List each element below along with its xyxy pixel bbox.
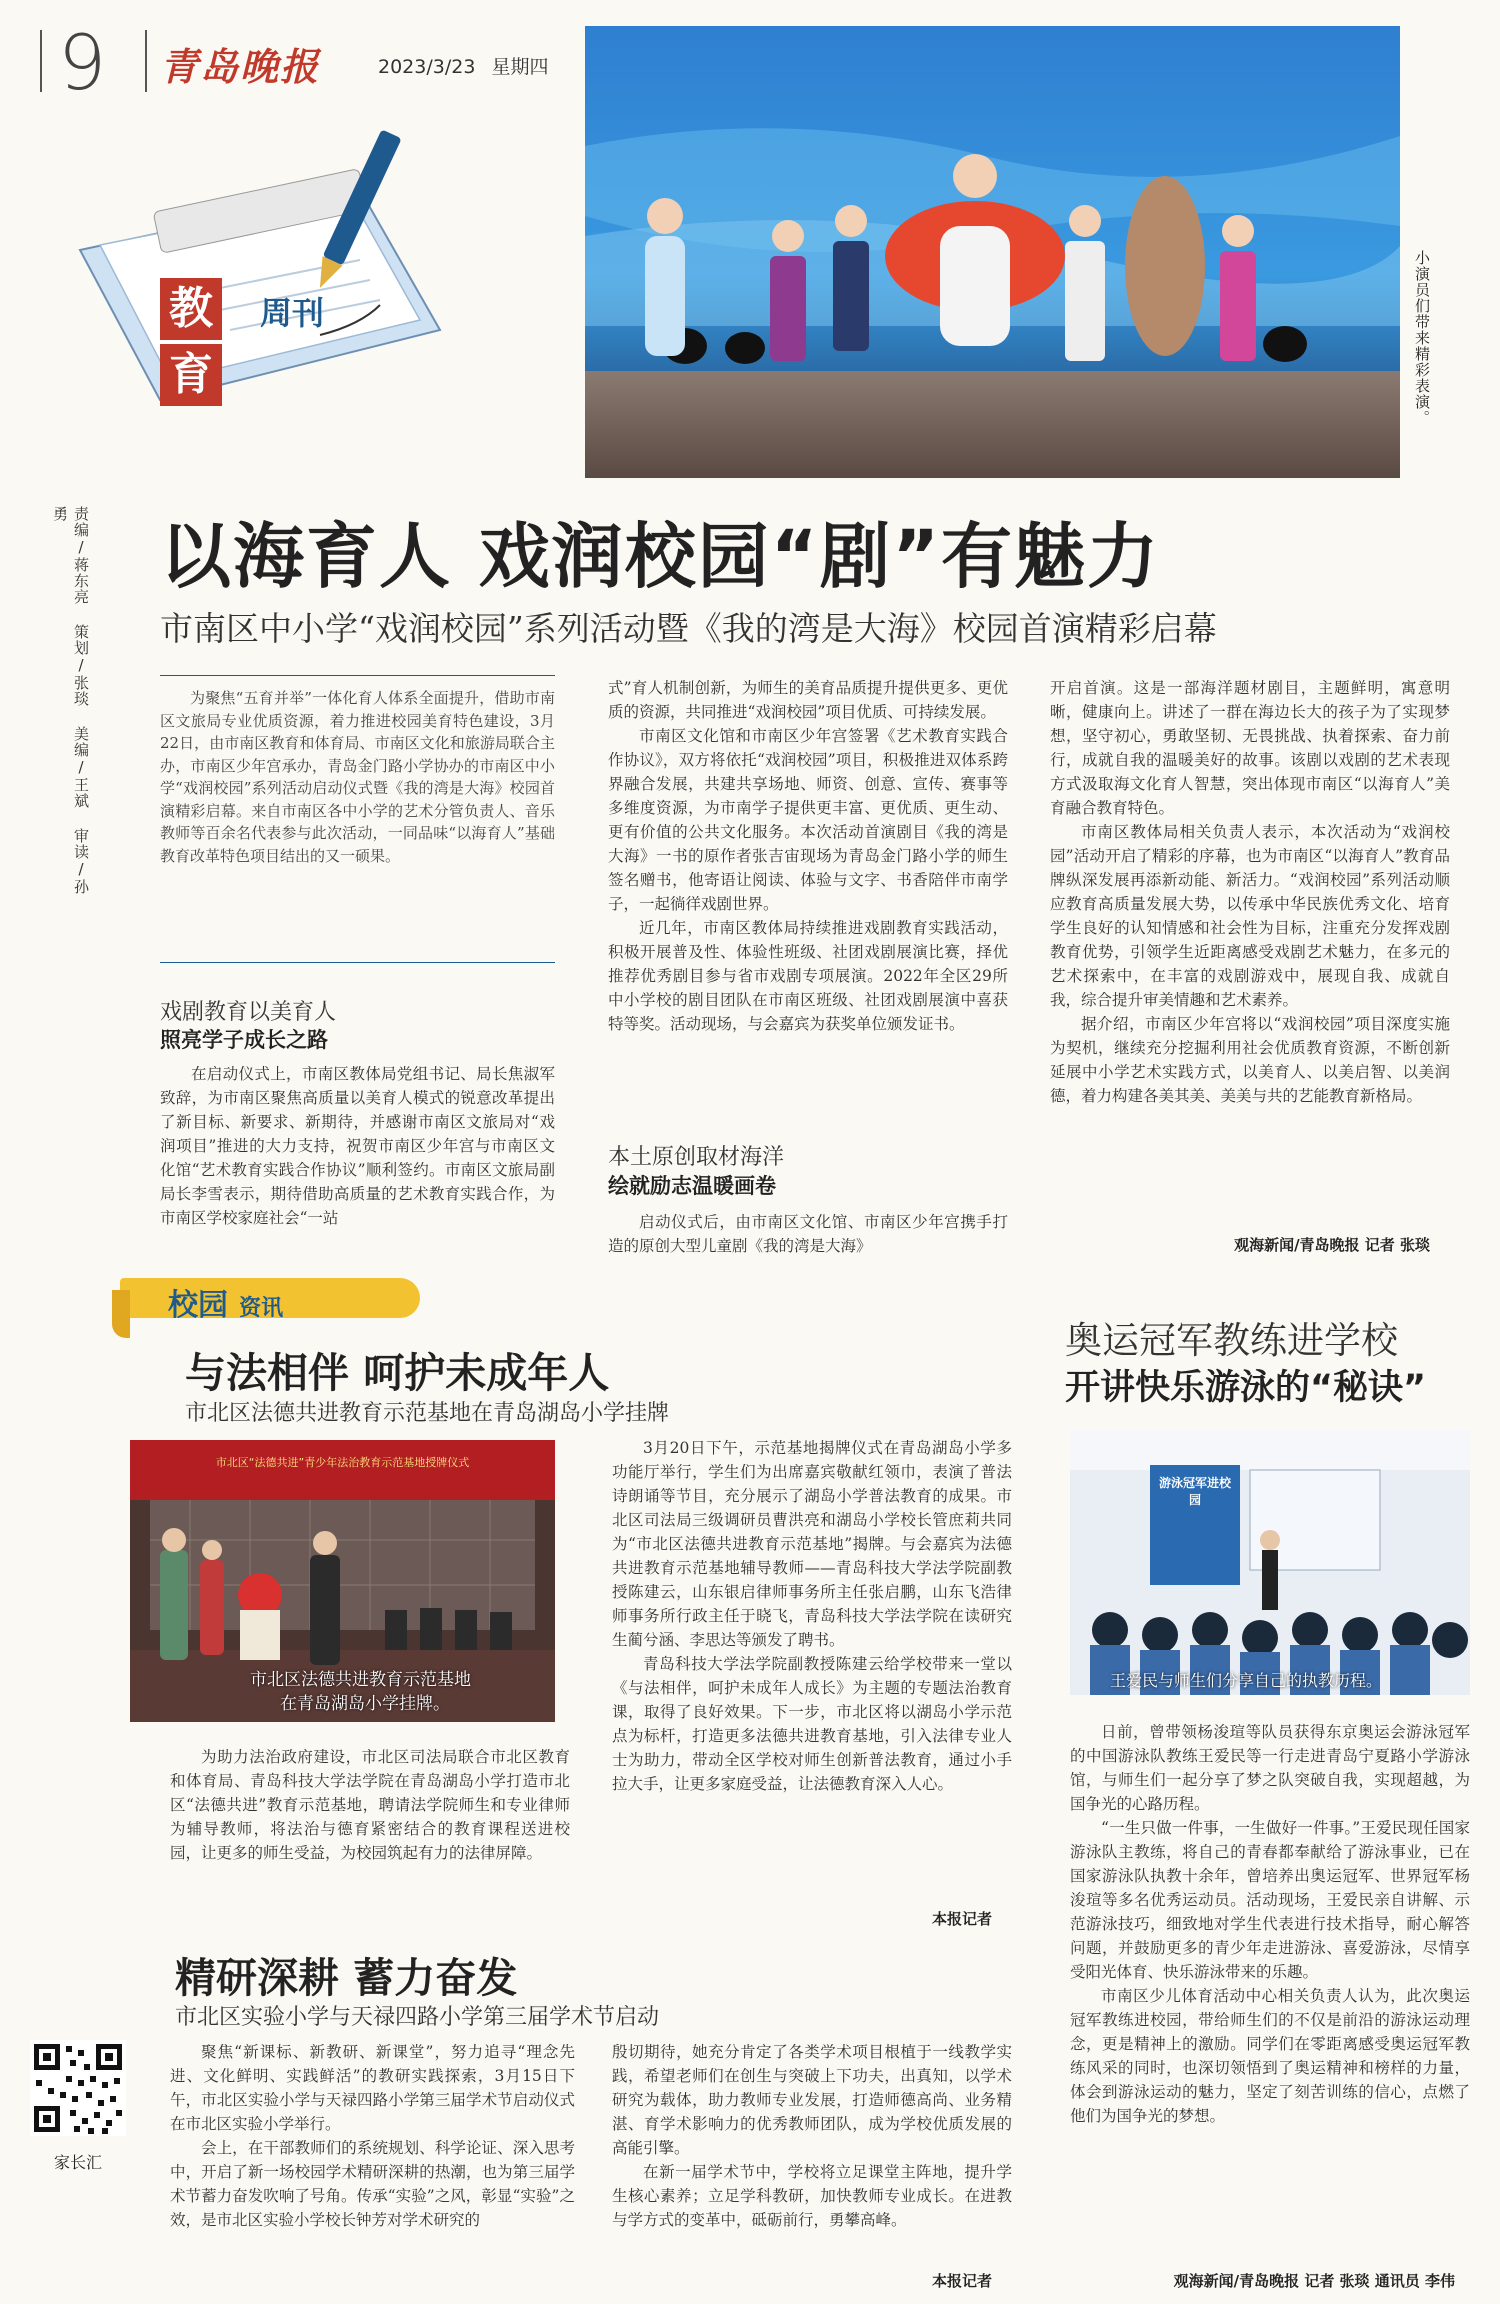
law-left-body <box>170 1745 570 1865</box>
law-headline: 与法相伴 呵护未成年人 <box>185 1349 610 1397</box>
editors-credit: 责编/蒋东亮 策划/张琰 美编/王斌 审读/孙勇 <box>51 506 90 895</box>
lead-col3 <box>1050 676 1450 1108</box>
law-photo-banner: 市北区“法德共进”青少年法治教育示范基地授牌仪式 <box>215 1456 470 1469</box>
swim-p2: “一生只做一件事，一生做好一件事。”王爱民现任国家游泳队主教练，将自己的青春都奉献给了游泳事业，已在国家游泳队执教十余年，曾培养出奥运冠军、世界冠军杨浚瑄等多名优秀运动员。活动现场，王爱民亲自讲解、示范游泳技巧，细致地对学生代表进行技术指导，耐心解答问题，并鼓励更多的青少年走进游泳、喜爱游泳，尽情享受阳光体育、快乐游泳带来的乐趣。 <box>1070 1819 1470 1981</box>
law-right-p2: 青岛科技大学法学院副教授陈建云给学校带来一堂以《与法相伴，呵护未成年人成长》为主题的专题法治教育课，取得了良好效果。下一步，市北区将以湖岛小学示范点为标杆，打造更多法德共进教育基地，引入法律专业人士为助力，带动全区学校对师生创新普法教育，通过小手拉大手，让更多家庭受益，让法德教育深入人心。 <box>612 1655 1012 1793</box>
lead-intro-text: 为聚焦“五育并举”一体化育人体系全面提升，借助市南区文旅局专业优质资源，着力推进校园美育特色建设，3月22日，由市南区教育和体育局、市南区文化和旅游局联合主办，市南区少年宫承办，青岛金门路小学协办的市南区中小学“戏润校园”系列活动启动仪式暨《我的湾是大海》校园首演精彩启幕。来自市南区各中小学的艺术分管负责人、音乐教师等百余名代表参与此次活动，一同品味“以海育人”基础教育改革特色项目结出的又一硕果。 <box>160 689 555 865</box>
stage-performance-image <box>585 26 1400 478</box>
logo-char-1: 教 <box>169 283 213 334</box>
lead-col3-p3: 据介绍，市南区少年宫将以“戏润校园”项目深度实施为契机，继续充分挖掘利用社会优质教育资源，不断创新延展中小学艺术实践方式，以美育人、以美启智、以美润德，着力构建各美其美、美美与共的艺能教育新格局。 <box>1050 1015 1450 1105</box>
swim-photo-caption: 王爱民与师生们分享自己的执教历程。 <box>1110 1671 1383 1690</box>
section-logo <box>60 130 530 450</box>
weekday: 星期四 <box>491 56 549 78</box>
academic-byline: 本报记者 <box>931 2272 992 2290</box>
swim-photo-banner: 游泳冠军进校园 <box>1158 1476 1231 1507</box>
swim-photo <box>1070 1430 1470 1695</box>
page-number-rule <box>145 30 147 92</box>
lead-col2-p3: 近几年，市南区教体局持续推进戏剧教育实践活动，积极开展普及性、体验性班级、社团戏剧展演比赛，择优推荐优秀剧目参与省市戏剧专项展演。2022年全区29所中小学校的剧目团队在市南区班级、社团戏剧展演中喜获特等奖。活动现场，与会嘉宾为获奖单位颁发证书。 <box>608 919 1008 1033</box>
academic-col2-p2: 在新一届学术节中，学校将立足课堂主阵地，提升学生核心素养；立足学科教研，加快教师专业成长。在进教与学方式的变革中，砥砺前行，勇攀高峰。 <box>612 2163 1012 2229</box>
lead-headline: 以海育人 戏润校园“剧”有魅力 <box>160 515 1161 598</box>
top-photo-caption: 小演员们带来精彩表演。 <box>1413 250 1431 426</box>
law-byline: 本报记者 <box>931 1910 992 1928</box>
lead-col2-p4: 启动仪式后，由市南区文化馆、市南区少年宫携手打造的原创大型儿童剧《我的湾是大海》 <box>608 1213 1008 1255</box>
swim-p1: 日前，曾带领杨浚瑄等队员获得东京奥运会游泳冠军的中国游泳队教练王爱民等一行走进青岛宁夏路小学游泳馆，与师生们一起分享了梦之队突破自我，实现超越，为国争光的心路历程。 <box>1070 1723 1470 1813</box>
lead-col1 <box>160 1062 555 1230</box>
lead-sub2-line1: 本土原创取材海洋 <box>608 1145 785 1170</box>
academic-col2 <box>612 2040 1012 2232</box>
paper-name: 青岛晚报 <box>160 44 321 89</box>
lead-subheadline: 市南区中小学“戏润校园”系列活动暨《我的湾是大海》校园首演精彩启幕 <box>160 609 1217 648</box>
intro-top-rule <box>160 675 555 676</box>
logo-tile-1 <box>160 278 222 340</box>
swim-body <box>1070 1720 1470 2128</box>
campus-news-sub: 资讯 <box>239 1296 284 1321</box>
lead-col2 <box>608 676 1008 1036</box>
swim-headline-line1: 奥运冠军教练进学校 <box>1065 1319 1398 1362</box>
academic-headline: 精研深耕 蓄力奋发 <box>175 1954 518 2002</box>
law-subheadline: 市北区法德共进教育示范基地在青岛湖岛小学挂牌 <box>185 1401 670 1426</box>
law-photo <box>130 1440 555 1722</box>
law-right-p1: 3月20日下午，示范基地揭牌仪式在青岛湖岛小学多功能厅举行，学生们为出席嘉宾敬献红领巾，表演了普法诗朗诵等节目，充分展示了湖岛小学普法教育的成果。市北区司法局三级调研员曹洪亮和湖岛小学校长管庶莉共同为“市北区法德共进教育示范基地”揭牌。与会嘉宾为法德共进教育示范基地辅导教师——青岛科技大学法学院副教授陈建云，山东银启律师事务所主任张启鹏，山东飞浩律师事务所行政主任于晓飞，青岛科技大学法学院在读研究生蔺兮涵、李思达等颁发了聘书。 <box>612 1439 1012 1649</box>
law-photo-caption-line1: 市北区法德共进教育示范基地 <box>250 1670 471 1690</box>
date: 2023/3/23 <box>378 56 476 78</box>
lead-intro <box>160 687 555 867</box>
qr-label: 家长汇 <box>53 2153 102 2172</box>
law-photo-caption-line2: 在青岛湖岛小学挂牌。 <box>280 1694 450 1714</box>
lead-sub1-line2: 照亮学子成长之路 <box>160 1028 328 1052</box>
law-right-body <box>612 1436 1012 1796</box>
academic-subheadline: 市北区实验小学与天禄四路小学第三届学术节启动 <box>175 2005 660 2030</box>
logo-tile-2 <box>160 344 222 406</box>
academic-col1 <box>170 2040 575 2232</box>
lead-col2-p1: 式”育人机制创新，为师生的美育品质提升提供更多、更优质的资源，共同推进“戏润校园”项目优质、可持续发展。 <box>608 679 1008 721</box>
qr-code-icon <box>30 2040 126 2136</box>
academic-col1-p2: 会上，在干部教师们的系统规划、科学论证、深入思考中，开启了新一场校园学术精研深耕的热潮，也为第三届学术节蓄力奋发吹响了号角。传承“实验”之风，彰显“实验”之效，是市北区实验小学校长钟芳对学术研究的 <box>170 2139 575 2229</box>
campus-news-label <box>168 1280 283 1324</box>
lead-col3-p2: 市南区教体局相关负责人表示，本次活动为“戏润校园”活动开启了精彩的序幕，也为市南区“以海育人”教育品牌纵深发展再添新动能、新活力。“戏润校园”系列活动顺应教育高质量发展大势，以传承中华民族优秀文化、培育学生良好的认知情感和社会性为目标，注重充分发挥戏剧教育优势，引领学生近距离感受戏剧艺术魅力，在多元的艺术探索中，在丰富的戏剧游戏中，展现自我、成就自我，综合提升审美情趣和艺术素养。 <box>1050 823 1450 1009</box>
lead-col3-p1: 开启首演。这是一部海洋题材剧目，主题鲜明，寓意明晰，健康向上。讲述了一群在海边长大的孩子为了实现梦想，坚守初心，勇敢坚韧、无畏挑战、执着探索、奋力前行，成就自我的温暖美好的故事。该剧以戏剧的艺术表现方式汲取海文化育人智慧，突出体现市南区“以海育人”美育融合教育特色。 <box>1050 679 1450 817</box>
lead-byline: 观海新闻/青岛晚报 记者 张琰 <box>1234 1236 1430 1254</box>
issue-date <box>378 52 548 79</box>
lead-col2-p2: 市南区文化馆和市南区少年宫签署《艺术教育实践合作协议》，双方将依托“戏润校园”项目，积极推进双体系跨界融合发展，共建共享场地、师资、创意、宣传、赛事等多维度资源，为市南学子提供更丰富、更优质、更生动、更有价值的公共文化服务。本次活动首演剧目《我的湾是大海》一书的原作者张吉宙现场为青岛金门路小学的师生签名赠书，他寄语让阅读、体验与文字、书香陪伴市南学子，一起徜徉戏剧世界。 <box>608 727 1008 913</box>
swim-classroom-image <box>1070 1430 1470 1695</box>
lead-col1-text: 在启动仪式上，市南区教体局党组书记、局长焦淑军致辞，为市南区聚焦高质量以美育人模式的锐意改革提出了新目标、新要求、新期待，并感谢市南区文旅局对“戏润项目”推进的大力支持，祝贺市南区少年宫与市南区文化馆“艺术教育实践合作协议”顺利签约。市南区文旅局副局长李雪表示，期待借助高质量的艺术教育实践合作，为市南区学校家庭社会“一站 <box>160 1065 555 1227</box>
swim-headline-line2: 开讲快乐游泳的“秘诀” <box>1065 1368 1427 1408</box>
campus-news-curl <box>112 1290 130 1338</box>
lead-col2-tail <box>608 1210 1008 1258</box>
lead-sub1-line1: 戏剧教育以美育人 <box>160 1000 337 1025</box>
academic-col2-p1: 殷切期待，她充分肯定了各类学术项目根植于一线教学实践，希望老师们在创生与突破上下功夫，出真知，以学术研究为载体，助力教师专业发展，打造师德高尚、业务精湛、育学术影响力的优秀教师团队，成为学校优质发展的高能引擎。 <box>612 2043 1012 2157</box>
intro-bottom-rule <box>160 962 555 963</box>
stage-photo <box>585 26 1400 478</box>
logo-label: 周刊 <box>260 294 325 332</box>
swim-p3: 市南区少儿体育活动中心相关负责人认为，此次奥运冠军教练进校园，带给师生们的不仅是前沿的游泳运动理念，更是精神上的激励。同学们在零距离感受奥运冠军教练风采的同时，也深切领悟到了奥运精神和榜样的力量，体会到游泳运动的魅力，坚定了刻苦训练的信心，点燃了他们为国争光的梦想。 <box>1070 1987 1470 2125</box>
qr-code[interactable] <box>30 2040 126 2136</box>
campus-news-main: 校园 <box>168 1288 228 1323</box>
swim-byline: 观海新闻/青岛晚报 记者 张琰 通讯员 李伟 <box>1173 2272 1455 2290</box>
logo-char-2: 育 <box>169 349 213 400</box>
page-number: 9 <box>58 18 107 107</box>
academic-col1-p1: 聚焦“新课标、新教研、新课堂”，努力追寻“理念先进、文化鲜明、实践鲜活”的教研实践探索，3月15日下午，市北区实验小学与天禄四路小学第三届学术节启动仪式在市北区实验小学举行。 <box>170 2043 575 2133</box>
page-number-rule <box>40 30 42 92</box>
law-photo-caption <box>250 1668 550 1716</box>
law-left-text: 为助力法治政府建设，市北区司法局联合市北区教育和体育局、青岛科技大学法学院在青岛湖岛小学打造市北区“法德共进”教育示范基地，聘请法学院师生和专业律师为辅导教师，将法治与德育紧密结合的教育课程送进校园，让更多的师生受益，为校园筑起有力的法律屏障。 <box>170 1748 570 1862</box>
lead-sub2-line2: 绘就励志温暖画卷 <box>608 1174 776 1198</box>
